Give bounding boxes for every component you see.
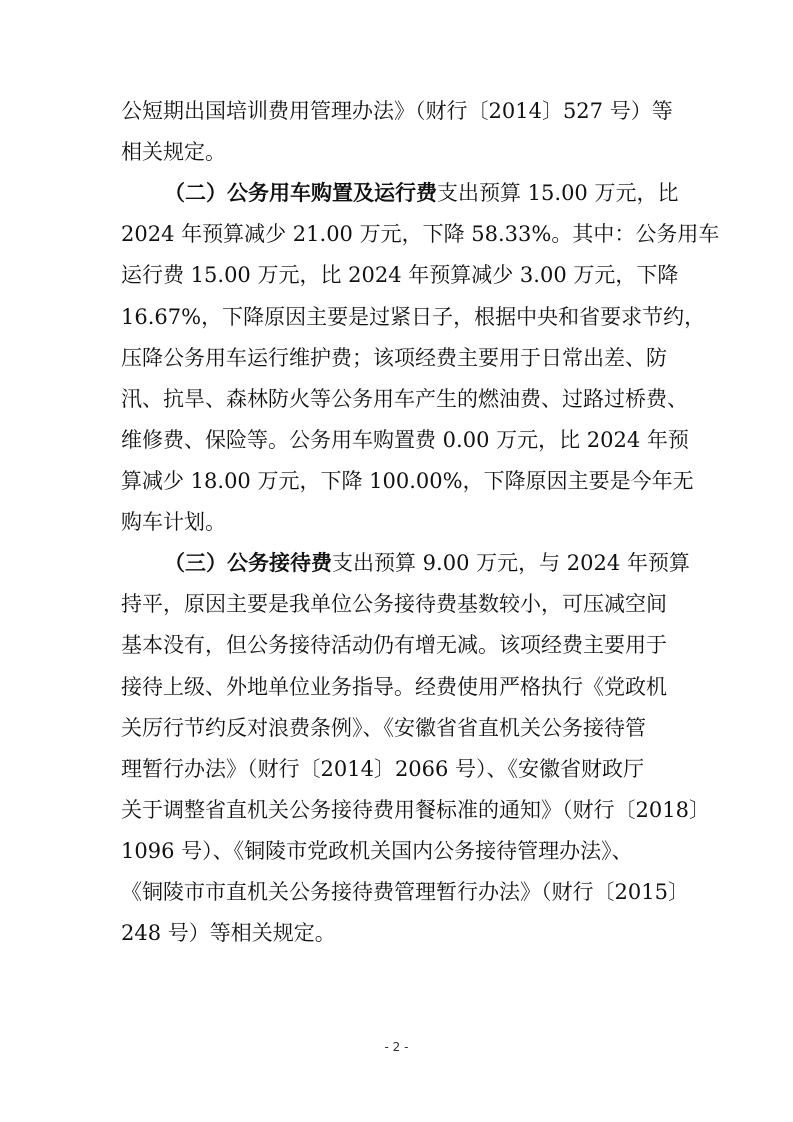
section-heading: （三）公务接待费: [164, 550, 332, 575]
text-line: 1096 号）、《铜陵市党政机关国内公务接待管理办法》、: [121, 839, 633, 863]
text-line: 持平，原因主要是我单位公务接待费基数较小，可压减空间: [121, 592, 667, 616]
section-heading: （二）公务用车购置及运行费: [164, 180, 437, 205]
text-line: 算减少 18.00 万元，下降 100.00%，下降原因主要是今年无: [121, 469, 694, 493]
text-line: 248 号）等相关规定。: [121, 921, 336, 945]
text-line: 相关规定。: [121, 140, 226, 164]
text-line: 2024 年预算减少 21.00 万元，下降 58.33%。其中：公务用车: [121, 222, 720, 246]
text-line: 接待上级、外地单位业务指导。经费使用严格执行《党政机: [121, 675, 667, 699]
text-line: 《铜陵市市直机关公务接待费管理暂行办法》（财行〔2015〕: [121, 880, 689, 904]
text-line: 理暂行办法》（财行〔2014〕2066 号）、《安徽省财政厅: [121, 757, 645, 781]
text-line: 压降公务用车运行维护费；该项经费主要用于日常出差、防: [121, 346, 667, 370]
text-line: 运行费 15.00 万元，比 2024 年预算减少 3.00 万元，下降: [121, 263, 679, 287]
text-line: 16.67%，下降原因主要是过紧日子，根据中央和省要求节约，: [121, 305, 706, 329]
page-number: - 2 -: [384, 1040, 409, 1054]
text-line: 基本没有，但公务接待活动仍有增无减。该项经费主要用于: [121, 633, 667, 657]
text-line: 维修费、保险等。公务用车购置费 0.00 万元，比 2024 年预: [121, 428, 689, 452]
text-line: 汛、抗旱、森林防火等公务用车产生的燃油费、过路过桥费、: [121, 387, 688, 411]
text-line: 公短期出国培训费用管理办法》（财行〔2014〕527 号）等: [121, 99, 673, 123]
text-line: 关厉行节约反对浪费条例》、《安徽省省直机关公务接待管: [121, 716, 646, 740]
section-heading-line: （三）公务接待费支出预算 9.00 万元，与 2024 年预算: [164, 550, 690, 575]
text-line: 关于调整省直机关公务接待费用餐标准的通知》（财行〔2018〕: [121, 798, 710, 822]
text-line: 购车计划。: [121, 510, 226, 534]
section-heading-line: （二）公务用车购置及运行费支出预算 15.00 万元，比: [164, 180, 679, 205]
